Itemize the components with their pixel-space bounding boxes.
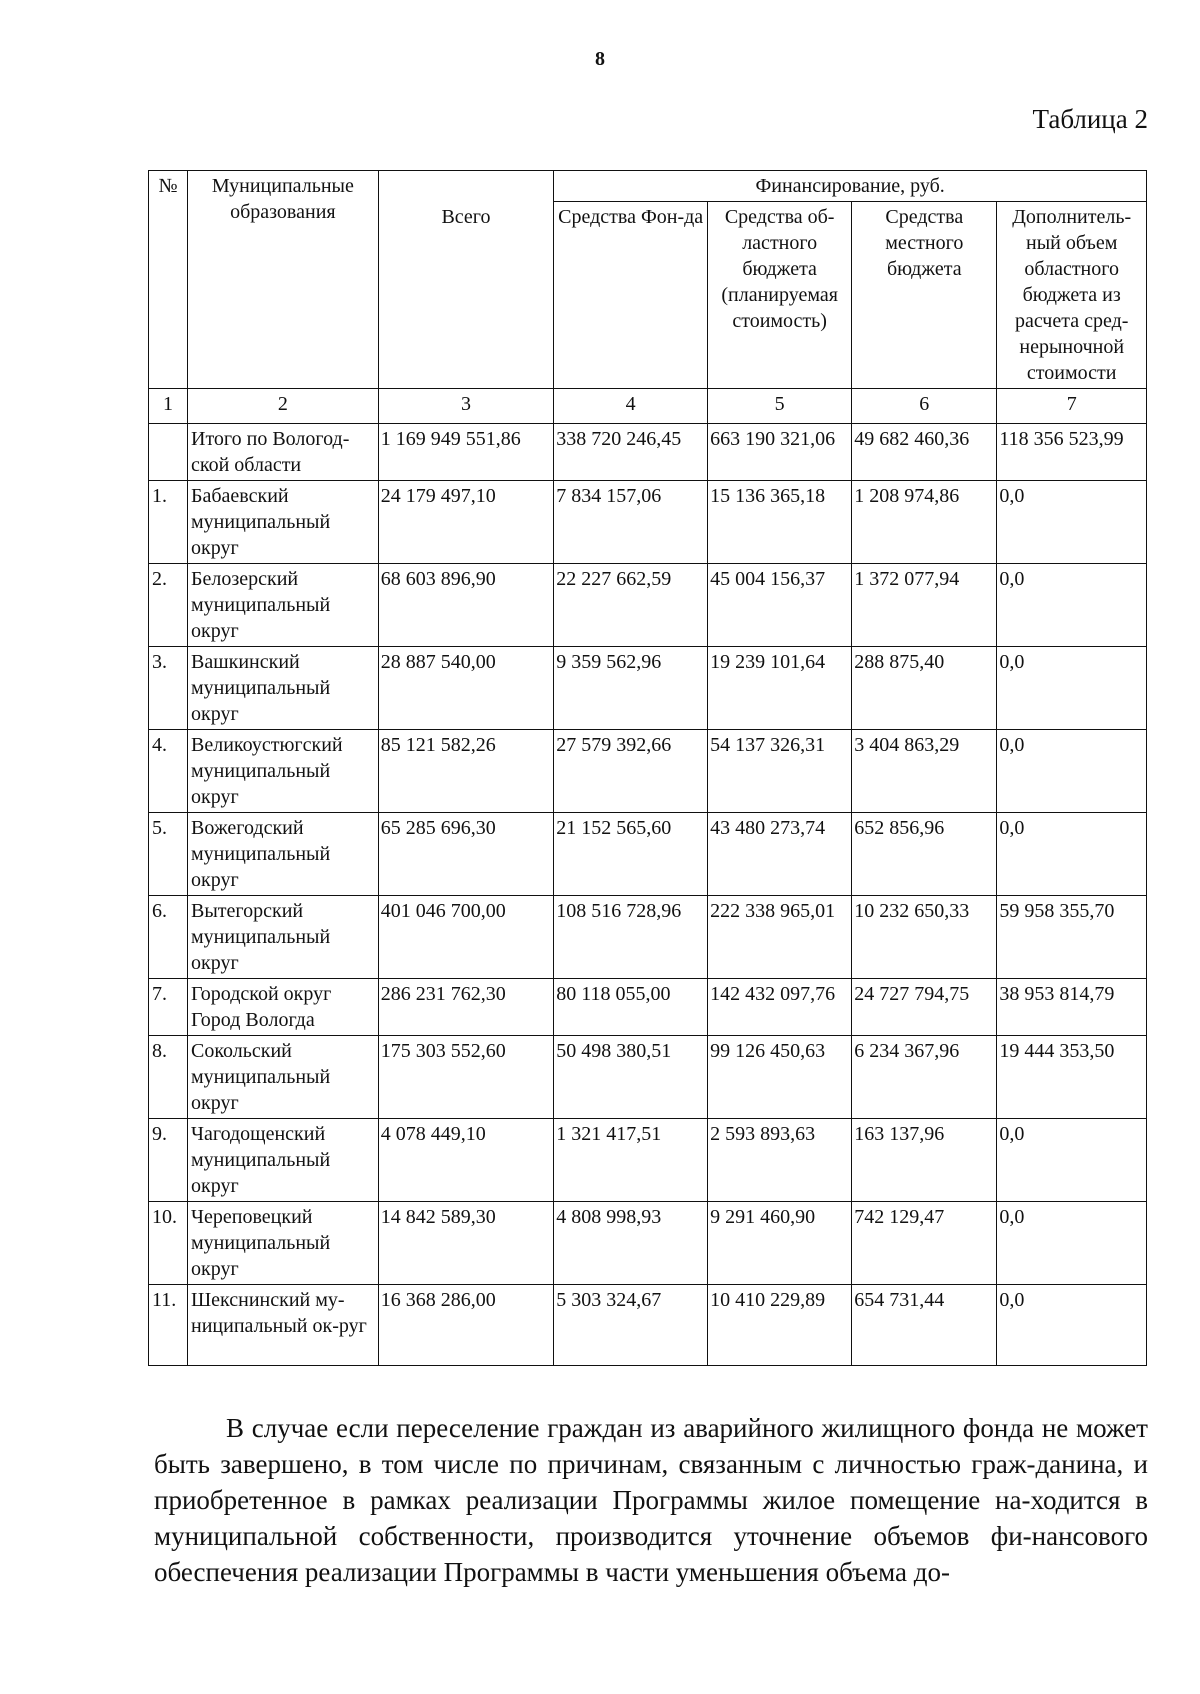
cell-total: 401 046 700,00 [378,896,554,979]
cell-regional: 663 190 321,06 [708,424,852,481]
cell-regional: 45 004 156,37 [708,564,852,647]
cell-total: 1 169 949 551,86 [378,424,554,481]
header-additional: Дополнитель-ный объем областного бюджета из расчета сред-нерыночной стоимости [997,202,1147,389]
row-name: Итого по Вологод-ской области [188,424,379,481]
column-number: 7 [997,389,1147,424]
row-number: 10. [149,1202,188,1285]
row-number: 9. [149,1119,188,1202]
row-number: 6. [149,896,188,979]
table-row [149,1285,1147,1366]
cell-additional: 0,0 [997,730,1147,813]
header-total: Всего [378,202,554,389]
body-paragraph: В случае если переселение граждан из аварийного жилищного фонда не может быть завершено, в том числе по причинам, связанным с личностью граж-данина, и приобретенное в рамках реализации Программы жилое помещение на-ходится в муниципальной собственности, производится уточнение объемов фи-нансового обеспечения реализации Программы в части уменьшения объема до- [154,1413,1148,1587]
cell-total: 65 285 696,30 [378,813,554,896]
row-number: 5. [149,813,188,896]
cell-regional: 99 126 450,63 [708,1036,852,1119]
table-row [149,481,1147,564]
cell-total: 16 368 286,00 [378,1285,554,1366]
cell-fund: 1 321 417,51 [554,1119,708,1202]
cell-local: 6 234 367,96 [852,1036,997,1119]
cell-additional: 38 953 814,79 [997,979,1147,1036]
cell-regional: 43 480 273,74 [708,813,852,896]
row-name: Вожегодский муниципальный округ [188,813,379,896]
row-name: Сокольский муниципальный округ [188,1036,379,1119]
cell-fund: 5 303 324,67 [554,1285,708,1366]
column-number: 2 [188,389,379,424]
cell-regional: 10 410 229,89 [708,1285,852,1366]
cell-total: 28 887 540,00 [378,647,554,730]
row-number: 4. [149,730,188,813]
row-number: 1. [149,481,188,564]
cell-local: 288 875,40 [852,647,997,730]
row-name: Шекснинский му-ниципальный ок-руг [188,1285,379,1366]
cell-additional: 0,0 [997,564,1147,647]
cell-regional: 142 432 097,76 [708,979,852,1036]
cell-additional: 0,0 [997,647,1147,730]
row-number: 11. [149,1285,188,1366]
cell-fund: 338 720 246,45 [554,424,708,481]
row-name: Великоустюгский муниципальный округ [188,730,379,813]
cell-local: 652 856,96 [852,813,997,896]
table-row [149,1036,1147,1119]
cell-additional: 0,0 [997,813,1147,896]
row-number: 7. [149,979,188,1036]
cell-regional: 15 136 365,18 [708,481,852,564]
page-number: 8 [595,48,605,70]
cell-local: 1 208 974,86 [852,481,997,564]
table-row [149,647,1147,730]
cell-additional: 19 444 353,50 [997,1036,1147,1119]
column-number: 6 [852,389,997,424]
cell-fund: 4 808 998,93 [554,1202,708,1285]
cell-additional: 0,0 [997,481,1147,564]
cell-local: 10 232 650,33 [852,896,997,979]
table-row [149,979,1147,1036]
row-number [149,424,188,481]
cell-total: 4 078 449,10 [378,1119,554,1202]
row-number: 2. [149,564,188,647]
header-fund: Средства Фон-да [554,202,708,389]
cell-total: 286 231 762,30 [378,979,554,1036]
table-caption: Таблица 2 [1032,104,1148,134]
cell-additional: 118 356 523,99 [997,424,1147,481]
header-num: № [149,171,188,389]
column-number: 1 [149,389,188,424]
financing-table [148,170,1147,1366]
row-name: Белозерский муниципальный округ [188,564,379,647]
row-name: Вашкинский муниципальный округ [188,647,379,730]
cell-fund: 27 579 392,66 [554,730,708,813]
cell-local: 163 137,96 [852,1119,997,1202]
row-name: Городской округ Город Вологда [188,979,379,1036]
cell-local: 3 404 863,29 [852,730,997,813]
cell-local: 654 731,44 [852,1285,997,1366]
row-name: Череповецкий муниципальный округ [188,1202,379,1285]
cell-regional: 9 291 460,90 [708,1202,852,1285]
table-row [149,564,1147,647]
header-local: Средства местного бюджета [852,202,997,389]
cell-fund: 22 227 662,59 [554,564,708,647]
cell-fund: 108 516 728,96 [554,896,708,979]
table-row [149,1119,1147,1202]
cell-additional: 0,0 [997,1285,1147,1366]
total-row [149,424,1147,481]
cell-regional: 222 338 965,01 [708,896,852,979]
table-row [149,1202,1147,1285]
row-name: Чагодощенский муниципальный округ [188,1119,379,1202]
row-number: 8. [149,1036,188,1119]
cell-total: 24 179 497,10 [378,481,554,564]
cell-fund: 7 834 157,06 [554,481,708,564]
cell-additional: 59 958 355,70 [997,896,1147,979]
cell-fund: 21 152 565,60 [554,813,708,896]
header-financing: Финансирование, руб. [554,171,1147,202]
header-municipality: Муниципальные образования [188,171,379,389]
cell-total: 14 842 589,30 [378,1202,554,1285]
cell-fund: 9 359 562,96 [554,647,708,730]
cell-total: 68 603 896,90 [378,564,554,647]
cell-regional: 19 239 101,64 [708,647,852,730]
column-number: 3 [378,389,554,424]
cell-total: 175 303 552,60 [378,1036,554,1119]
column-number: 4 [554,389,708,424]
table-row [149,813,1147,896]
cell-local: 1 372 077,94 [852,564,997,647]
row-name: Бабаевский муниципальный округ [188,481,379,564]
cell-regional: 54 137 326,31 [708,730,852,813]
column-number: 5 [708,389,852,424]
cell-total: 85 121 582,26 [378,730,554,813]
cell-regional: 2 593 893,63 [708,1119,852,1202]
cell-local: 742 129,47 [852,1202,997,1285]
row-number: 3. [149,647,188,730]
table-row [149,730,1147,813]
cell-fund: 80 118 055,00 [554,979,708,1036]
cell-additional: 0,0 [997,1202,1147,1285]
cell-local: 24 727 794,75 [852,979,997,1036]
cell-fund: 50 498 380,51 [554,1036,708,1119]
cell-additional: 0,0 [997,1119,1147,1202]
header-regional: Средства об-ластного бюджета (планируемая стоимость) [708,202,852,389]
table-row [149,896,1147,979]
cell-local: 49 682 460,36 [852,424,997,481]
row-name: Вытегорский муниципальный округ [188,896,379,979]
